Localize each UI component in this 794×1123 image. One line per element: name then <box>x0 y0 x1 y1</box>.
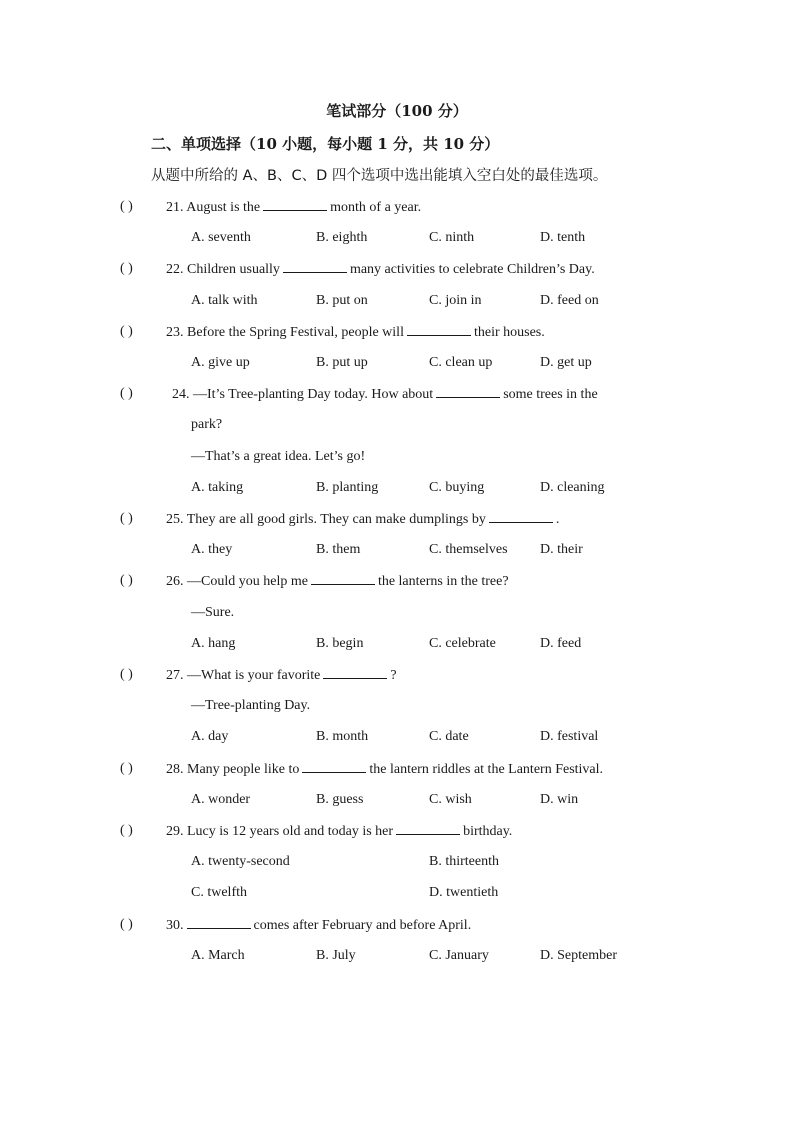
option-a[interactable]: A. seventh <box>191 230 251 245</box>
question-stem: 25. They are all good girls. They can make dumplings by . <box>166 512 560 527</box>
option-d[interactable]: D. feed <box>540 636 582 651</box>
question-stem: 21. August is the month of a year. <box>166 200 422 215</box>
option-a[interactable]: A. March <box>191 948 245 963</box>
page-title: 笔试部分（100 分） <box>326 102 468 120</box>
option-d[interactable]: D. get up <box>540 355 592 370</box>
option-d[interactable]: D. tenth <box>540 230 586 245</box>
answer-paren[interactable]: ( ) <box>120 573 133 588</box>
answer-blank <box>396 822 460 835</box>
option-c[interactable]: C. buying <box>429 480 485 495</box>
option-b[interactable]: B. month <box>316 729 369 744</box>
option-a[interactable]: A. twenty-second <box>191 854 290 869</box>
answer-paren[interactable]: ( ) <box>120 324 133 339</box>
answer-paren[interactable]: ( ) <box>120 261 133 276</box>
question-stem: 24. —It’s Tree-planting Day today. How about some trees in the <box>172 387 598 402</box>
option-d[interactable]: D. win <box>540 792 579 807</box>
option-d[interactable]: D. festival <box>540 729 599 744</box>
answer-blank <box>407 323 471 336</box>
option-b[interactable]: B. thirteenth <box>429 854 499 869</box>
option-c[interactable]: C. wish <box>429 792 472 807</box>
option-a[interactable]: A. taking <box>191 480 244 495</box>
option-d[interactable]: D. cleaning <box>540 480 605 495</box>
question-stem: 28. Many people like to the lantern riddles at the Lantern Festival. <box>166 762 604 777</box>
option-b[interactable]: B. put up <box>316 355 368 370</box>
option-c[interactable]: C. clean up <box>429 355 493 370</box>
option-b[interactable]: B. planting <box>316 480 379 495</box>
option-b[interactable]: B. eighth <box>316 230 368 245</box>
answer-blank <box>283 260 347 273</box>
question-stem: 26. —Could you help me the lanterns in the tree? <box>166 574 509 589</box>
answer-paren[interactable]: ( ) <box>120 386 133 401</box>
option-c[interactable]: C. ninth <box>429 230 475 245</box>
option-c[interactable]: C. celebrate <box>429 636 496 651</box>
option-b[interactable]: B. guess <box>316 792 364 807</box>
option-b[interactable]: B. July <box>316 948 356 963</box>
option-b[interactable]: B. begin <box>316 636 364 651</box>
option-d[interactable]: D. twentieth <box>429 885 499 900</box>
answer-paren[interactable]: ( ) <box>120 511 133 526</box>
answer-paren[interactable]: ( ) <box>120 667 133 682</box>
question-stem: 22. Children usually many activities to celebrate Children’s Day. <box>166 262 595 277</box>
option-d[interactable]: D. feed on <box>540 293 599 308</box>
option-d[interactable]: D. their <box>540 542 583 557</box>
option-a[interactable]: A. day <box>191 729 229 744</box>
answer-paren[interactable]: ( ) <box>120 761 133 776</box>
answer-blank <box>489 510 553 523</box>
option-c[interactable]: C. twelfth <box>191 885 247 900</box>
dialogue-reply: —Tree-planting Day. <box>191 698 311 713</box>
question-stem-continued: park? <box>191 417 223 432</box>
answer-paren[interactable]: ( ) <box>120 823 133 838</box>
option-a[interactable]: A. wonder <box>191 792 251 807</box>
answer-paren[interactable]: ( ) <box>120 917 133 932</box>
option-d[interactable]: D. September <box>540 948 617 963</box>
question-stem: 30. comes after February and before April. <box>166 918 472 933</box>
dialogue-reply: —That’s a great idea. Let’s go! <box>191 449 366 464</box>
option-b[interactable]: B. them <box>316 542 361 557</box>
option-b[interactable]: B. put on <box>316 293 368 308</box>
option-a[interactable]: A. give up <box>191 355 250 370</box>
question-stem: 27. —What is your favorite ? <box>166 668 397 683</box>
section-heading: 二、单项选择（10 小题，每小题 1 分，共 10 分） <box>151 135 500 153</box>
option-a[interactable]: A. hang <box>191 636 236 651</box>
question-stem: 23. Before the Spring Festival, people will their houses. <box>166 325 545 340</box>
answer-blank <box>311 572 375 585</box>
answer-blank <box>302 760 366 773</box>
answer-blank <box>187 916 251 929</box>
answer-blank <box>263 198 327 211</box>
question-stem: 29. Lucy is 12 years old and today is her birthday. <box>166 824 513 839</box>
instruction-text: 从题中所给的 A、B、C、D 四个选项中选出能填入空白处的最佳选项。 <box>151 168 608 184</box>
option-c[interactable]: C. join in <box>429 293 482 308</box>
option-c[interactable]: C. date <box>429 729 469 744</box>
answer-paren[interactable]: ( ) <box>120 199 133 214</box>
option-a[interactable]: A. they <box>191 542 233 557</box>
answer-blank <box>436 385 500 398</box>
option-c[interactable]: C. January <box>429 948 489 963</box>
option-c[interactable]: C. themselves <box>429 542 508 557</box>
dialogue-reply: —Sure. <box>191 605 235 620</box>
option-a[interactable]: A. talk with <box>191 293 258 308</box>
answer-blank <box>323 666 387 679</box>
